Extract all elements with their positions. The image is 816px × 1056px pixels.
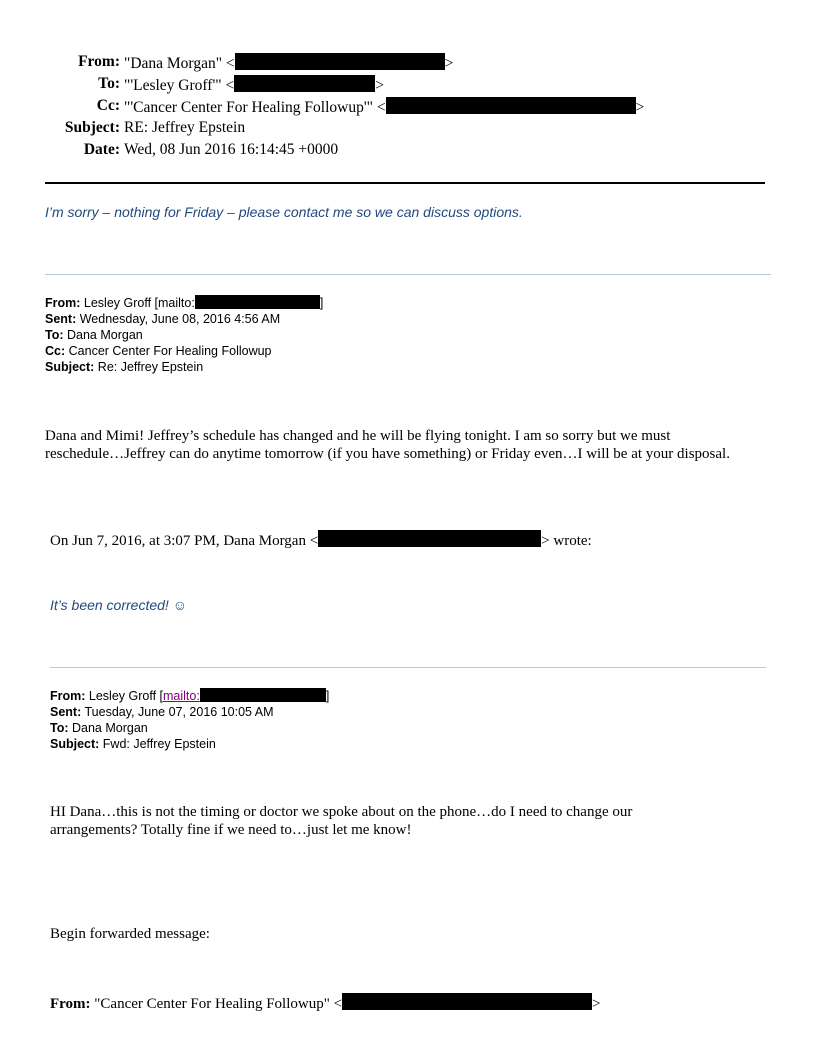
redaction-block bbox=[234, 75, 375, 92]
message-body-1: Dana and Mimi! Jeffrey’s schedule has changed and he will be flying tonight. I am so sorry but we must reschedule…Jeffrey can do anytime tomorrow (if you have something) or Friday even…I will be at your disposal. bbox=[45, 428, 730, 462]
quoted-sent-value: Tuesday, June 07, 2016 10:05 AM bbox=[84, 705, 274, 719]
forwarded-from-value: "Cancer Center For Healing Followup" < bbox=[94, 996, 343, 1012]
quoted-from-label: From: bbox=[45, 296, 81, 310]
quoted-from-value: Lesley Groff [mailto: bbox=[83, 296, 195, 310]
header-to-label: To: bbox=[98, 75, 120, 92]
reply-message-2: It’s been corrected! ☺ bbox=[50, 597, 187, 613]
quoted-header-1 bbox=[45, 295, 323, 375]
quoted-sent-value: Wednesday, June 08, 2016 4:56 AM bbox=[79, 312, 281, 326]
header-cc-name: "'Cancer Center For Healing Followup'" < bbox=[124, 99, 386, 116]
message-body-2-line-2: arrangements? Totally fine if we need to…just let me know! bbox=[50, 822, 412, 838]
quoted-subject-label: Subject: bbox=[45, 360, 95, 374]
header-from-name: "Dana Morgan" < bbox=[124, 55, 235, 72]
header-to-value bbox=[124, 75, 384, 95]
redaction-block bbox=[386, 97, 636, 114]
header-from-label: From: bbox=[78, 53, 120, 70]
quoted-to-value: Dana Morgan bbox=[67, 328, 143, 342]
header-to-name: "'Lesley Groff'" < bbox=[124, 77, 235, 94]
quoted-subject-row bbox=[45, 359, 323, 375]
message-body-2-line-1: HI Dana…this is not the timing or doctor we spoke about on the phone…do I need to change our bbox=[50, 804, 633, 820]
forwarded-from-label: From: bbox=[50, 996, 91, 1012]
quoted-to-label: To: bbox=[50, 721, 69, 735]
header-date-row bbox=[0, 141, 816, 161]
quoted-sent-label: Sent: bbox=[45, 312, 77, 326]
quoted-to-row bbox=[45, 327, 323, 343]
quoted-subject-row bbox=[50, 736, 329, 752]
forwarded-message-label: Begin forwarded message: bbox=[50, 926, 210, 942]
header-cc-row bbox=[0, 97, 816, 117]
header-date-value: Wed, 08 Jun 2016 16:14:45 +0000 bbox=[124, 141, 339, 158]
quoted-from-row bbox=[45, 295, 323, 311]
quoted-cc-value: Cancer Center For Healing Followup bbox=[68, 344, 272, 358]
quoted-subject-value: Fwd: Jeffrey Epstein bbox=[102, 737, 216, 751]
quote-attribution bbox=[50, 530, 592, 550]
quoted-cc-row bbox=[45, 343, 323, 359]
close-bracket: ] bbox=[319, 296, 324, 310]
forwarded-from-row bbox=[50, 993, 601, 1013]
close-bracket: > bbox=[444, 55, 454, 72]
close-bracket: > bbox=[592, 996, 601, 1012]
header-cc-label: Cc: bbox=[96, 97, 120, 114]
header-date-label: Date: bbox=[83, 141, 120, 158]
header-from-value bbox=[124, 53, 453, 73]
quoted-subject-value: Re: Jeffrey Epstein bbox=[97, 360, 204, 374]
quoted-from-row bbox=[50, 688, 329, 704]
quoted-to-value: Dana Morgan bbox=[72, 721, 148, 735]
attribution-suffix: > wrote: bbox=[541, 533, 592, 549]
close-bracket: > bbox=[635, 99, 645, 116]
quoted-from-value: Lesley Groff [ bbox=[88, 689, 164, 703]
header-cc-value bbox=[124, 97, 644, 117]
reply-message-1: I’m sorry – nothing for Friday – please contact me so we can discuss options. bbox=[45, 204, 523, 220]
redaction-block bbox=[342, 993, 592, 1010]
header-subject-row bbox=[0, 119, 816, 139]
quoted-subject-label: Subject: bbox=[50, 737, 100, 751]
header-subject-value: RE: Jeffrey Epstein bbox=[124, 119, 246, 136]
quoted-cc-label: Cc: bbox=[45, 344, 66, 358]
quoted-header-2 bbox=[50, 688, 329, 752]
quoted-to-row bbox=[50, 720, 329, 736]
quoted-to-label: To: bbox=[45, 328, 64, 342]
header-from-row bbox=[0, 53, 816, 73]
redaction-block bbox=[318, 530, 541, 547]
redaction-block bbox=[200, 688, 326, 702]
close-bracket: ] bbox=[325, 689, 330, 703]
mailto-link[interactable]: mailto: bbox=[163, 689, 200, 703]
quoted-sent-row bbox=[45, 311, 323, 327]
redaction-block bbox=[235, 53, 445, 70]
redaction-block bbox=[195, 295, 320, 309]
quote-separator-1 bbox=[45, 274, 771, 275]
quote-separator-2 bbox=[50, 667, 766, 668]
header-subject-label: Subject: bbox=[64, 119, 120, 136]
quoted-sent-label: Sent: bbox=[50, 705, 82, 719]
close-bracket: > bbox=[375, 77, 384, 94]
quoted-from-label: From: bbox=[50, 689, 86, 703]
attribution-prefix: On Jun 7, 2016, at 3:07 PM, Dana Morgan < bbox=[50, 533, 319, 549]
quoted-sent-row bbox=[50, 704, 329, 720]
header-to-row bbox=[0, 75, 816, 95]
header-divider bbox=[45, 182, 765, 184]
